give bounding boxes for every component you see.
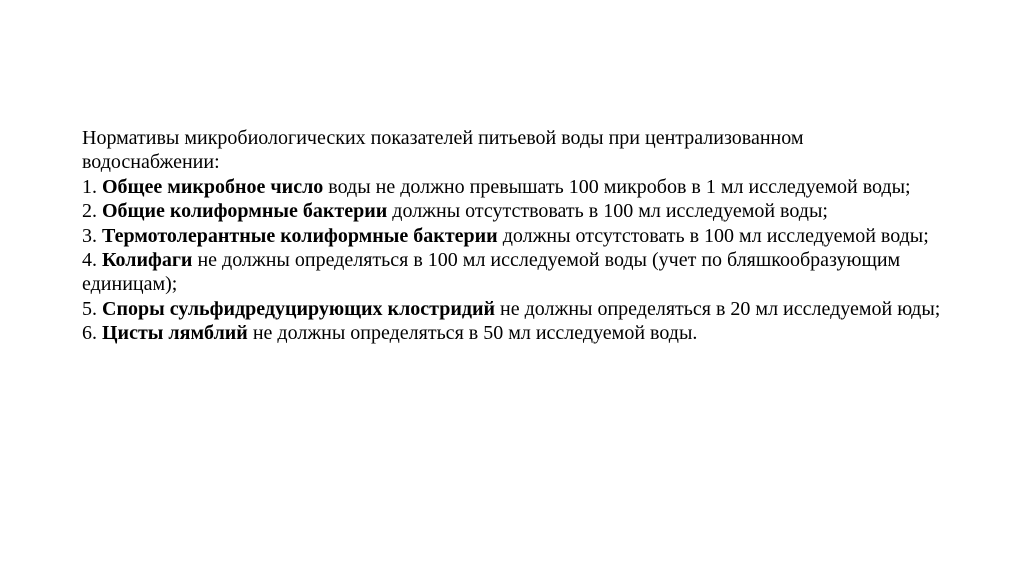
item-term: Споры сульфидредуцирующих клостридий <box>102 297 496 320</box>
norms-text-block <box>82 126 942 346</box>
intro-text: Нормативы микробиологических показателей питьевой воды при централизованном водоснабжении: <box>82 127 804 174</box>
item-term: Колифаги <box>102 249 193 272</box>
item-number: 3. <box>82 224 97 247</box>
list-item <box>82 199 942 223</box>
list-item <box>82 175 942 199</box>
item-number: 4. <box>82 249 97 272</box>
item-text: должны отсутстовать в 100 мл исследуемой воды; <box>502 224 929 247</box>
list-item <box>82 297 942 321</box>
item-text: должны отсутствовать в 100 мл исследуемой воды; <box>392 200 828 223</box>
list-item <box>82 321 942 345</box>
list-item <box>82 224 942 248</box>
list-item <box>82 248 942 297</box>
item-term: Общие колиформные бактерии <box>102 200 388 223</box>
item-text: не должны определяться в 100 мл исследуемой воды (учет по бляшкообразующим единицам); <box>82 249 901 296</box>
item-term: Термотолерантные колиформные бактерии <box>102 224 498 247</box>
item-number: 2. <box>82 200 97 223</box>
item-text: воды не должно превышать 100 микробов в 1 мл исследуемой воды; <box>328 175 911 198</box>
item-number: 1. <box>82 175 97 198</box>
item-text: не должны определяться в 50 мл исследуемой воды. <box>252 322 698 345</box>
item-number: 5. <box>82 297 97 320</box>
item-number: 6. <box>82 322 97 345</box>
item-term: Цисты лямблий <box>102 322 248 345</box>
item-text: не должны определяться в 20 мл исследуемой юды; <box>500 297 941 320</box>
item-term: Общее микробное число <box>102 175 324 198</box>
